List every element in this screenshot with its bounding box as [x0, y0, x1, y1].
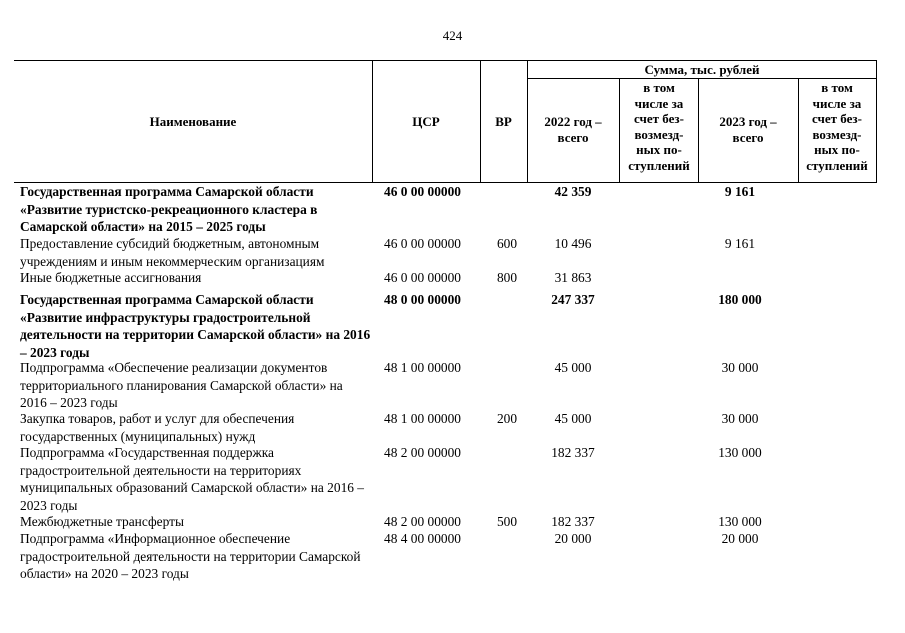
row-2022-total: 182 337 — [551, 445, 595, 460]
col-divider-2022-grants — [698, 78, 699, 182]
row-csr: 46 0 00 00000 — [384, 184, 461, 199]
row-name: Предоставление субсидий бюджетным, автономным учреждениям и иным некоммерческим организациям — [20, 236, 325, 269]
row-2022-total: 31 863 — [554, 270, 592, 285]
row-csr: 46 0 00 00000 — [384, 270, 461, 285]
header-vr: ВР — [495, 114, 512, 129]
row-2022-total: 20 000 — [554, 531, 592, 546]
row-csr: 48 1 00 00000 — [384, 411, 461, 426]
row-2023-total: 180 000 — [718, 292, 762, 307]
row-2023-total: 130 000 — [718, 514, 762, 529]
row-name: Подпрограмма «Информационное обеспечение градостроительной деятельности на территории Самарской области» на 2020 – 2023 годы — [20, 531, 361, 581]
row-2022-total: 10 496 — [554, 236, 592, 251]
row-csr: 48 1 00 00000 — [384, 360, 461, 375]
row-name: Государственная программа Самарской области «Развитие инфраструктуры градостроительной деятельности на территории Самарской области» на 2016 – 2023 годы — [20, 292, 371, 360]
row-name: Подпрограмма «Обеспечение реализации документов территориального планирования Самарской области» на 2016 – 2023 годы — [20, 360, 343, 410]
col-divider-right — [876, 60, 877, 182]
row-vr: 500 — [496, 514, 518, 529]
row-2023-total: 9 161 — [724, 184, 756, 199]
row-2023-total: 20 000 — [721, 531, 759, 546]
table-top-border — [14, 60, 877, 61]
row-2023-total: 30 000 — [721, 360, 759, 375]
header-2023-grants: в том числе за счет без-возмезд-ных по-ступлений — [806, 80, 868, 173]
row-name: Межбюджетные трансферты — [20, 514, 184, 529]
row-2023-total: 130 000 — [718, 445, 762, 460]
col-divider-vr — [527, 60, 528, 182]
row-2022-total: 42 359 — [554, 184, 592, 199]
row-2022-total: 247 337 — [551, 292, 595, 307]
row-csr: 46 0 00 00000 — [384, 236, 461, 251]
row-2022-total: 45 000 — [554, 360, 592, 375]
header-csr: ЦСР — [412, 114, 440, 129]
sum-header-underline — [527, 78, 877, 79]
header-2023-total: 2023 год – всего — [719, 114, 777, 145]
row-name: Подпрограмма «Государственная поддержка градостроительной деятельности на территориях муниципальных образований Самарской области» на 2016 – 2023 годы — [20, 445, 365, 513]
row-csr: 48 0 00 00000 — [384, 292, 461, 307]
header-2022-total: 2022 год – всего — [544, 114, 602, 145]
col-divider-2022-total — [619, 78, 620, 182]
row-2022-total: 45 000 — [554, 411, 592, 426]
row-name: Государственная программа Самарской области «Развитие туристско-рекреационного кластера в Самарской области» на 2015 – 2025 годы — [20, 184, 318, 234]
row-2023-total: 9 161 — [724, 236, 756, 251]
row-2023-total: 30 000 — [721, 411, 759, 426]
row-name: Закупка товаров, работ и услуг для обеспечения государственных (муниципальных) нужд — [20, 411, 295, 444]
row-vr: 200 — [496, 411, 518, 426]
row-2022-total: 182 337 — [551, 514, 595, 529]
col-divider-2023-total — [798, 78, 799, 182]
header-name: Наименование — [149, 114, 237, 129]
row-vr: 600 — [496, 236, 518, 251]
page-number: 424 — [442, 28, 463, 43]
row-csr: 48 2 00 00000 — [384, 514, 461, 529]
row-csr: 48 2 00 00000 — [384, 445, 461, 460]
header-2022-grants: в том числе за счет без-возмезд-ных по-ступлений — [628, 80, 690, 173]
row-name: Иные бюджетные ассигнования — [20, 270, 202, 285]
row-csr: 48 4 00 00000 — [384, 531, 461, 546]
row-vr: 800 — [496, 270, 518, 285]
header-sum: Сумма, тыс. рублей — [644, 62, 760, 77]
